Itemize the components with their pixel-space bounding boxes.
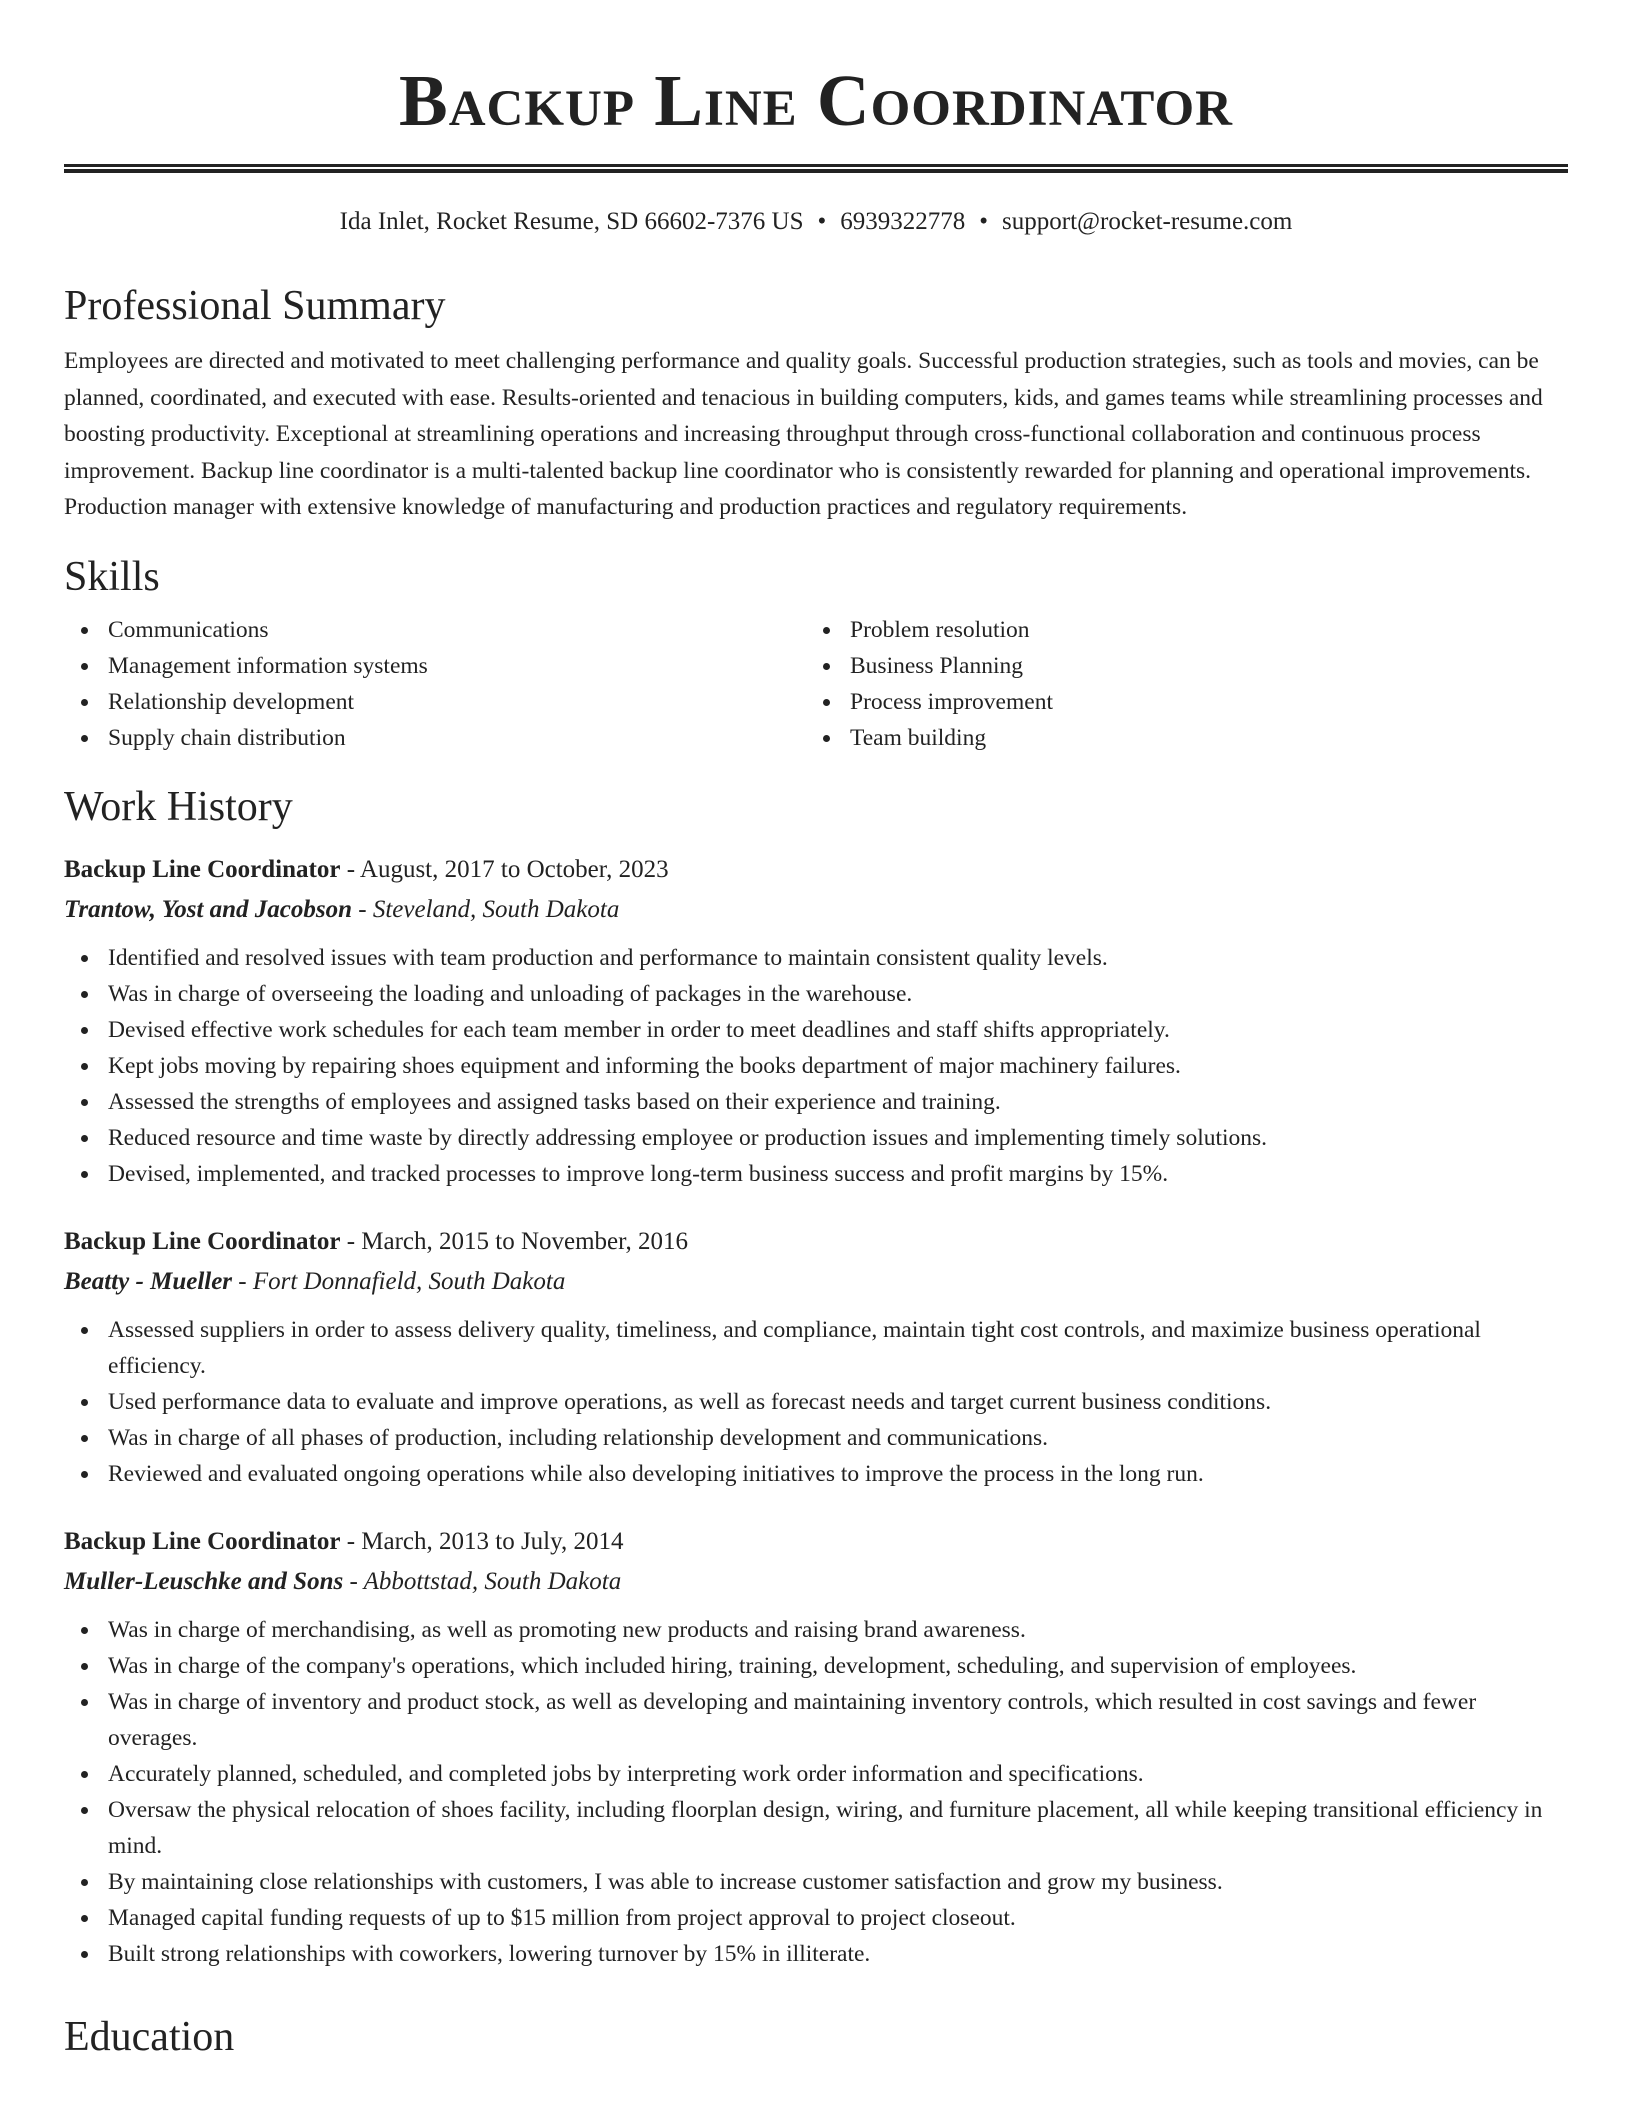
- summary-text: Employees are directed and motivated to meet challenging performance and quality goals. Successful production strategies, such as tools and movies, can be planned, coordinated, and executed with ease. Results-oriented and tenacious in building computers, kids, and games teams while streamlining processes and boosting productivity. Exceptional at streamlining operations and increasing throughput through cross-functional collaboration and continuous process improvement. Backup line coordinator is a multi-talented backup line coordinator who is consistently rewarded for planning and operational improvements. Production manager with extensive knowledge of manufacturing and production practices and regulatory requirements.: [64, 348, 1543, 520]
- job-dash: -: [340, 1227, 362, 1255]
- job-header: [64, 1222, 1568, 1262]
- job-employer-line: [64, 890, 1568, 930]
- skills-columns: [64, 612, 1568, 756]
- resume-title: Backup Line Coordinator: [399, 60, 1233, 141]
- job-company: Beatty - Mueller: [64, 1267, 233, 1295]
- job-duty: Oversaw the physical relocation of shoes facility, including floorplan design, wiring, and furniture placement, all while keeping transitional efficiency in mind.: [64, 1792, 1568, 1864]
- skill-item: Management information systems: [64, 648, 806, 684]
- job-title: Backup Line Coordinator: [64, 1227, 341, 1255]
- skills-heading: Skills: [64, 553, 160, 600]
- job-entry: [64, 850, 1568, 1192]
- work-history-heading: Work History: [64, 783, 293, 830]
- job-duty: Identified and resolved issues with team production and performance to maintain consistent quality levels.: [64, 940, 1568, 976]
- job-dash: -: [340, 855, 360, 883]
- job-duty: Was in charge of merchandising, as well as promoting new products and raising brand awareness.: [64, 1612, 1568, 1648]
- skills-left-list: [64, 612, 806, 756]
- job-duty: By maintaining close relationships with customers, I was able to increase customer satisfaction and grow my business.: [64, 1864, 1568, 1900]
- job-title: Backup Line Coordinator: [64, 855, 341, 883]
- job-duty: Used performance data to evaluate and improve operations, as well as forecast needs and target current business conditions.: [64, 1384, 1568, 1420]
- job-duty: Devised effective work schedules for each team member in order to meet deadlines and staff shifts appropriately.: [64, 1012, 1568, 1048]
- contact-address: Ida Inlet, Rocket Resume, SD 66602-7376 US: [339, 208, 804, 235]
- job-dates: August, 2017 to October, 2023: [359, 855, 669, 883]
- job-employer-line: [64, 1562, 1568, 1602]
- summary-heading: Professional Summary: [64, 283, 446, 329]
- skill-item: Supply chain distribution: [64, 720, 806, 756]
- job-employer-line: [64, 1262, 1568, 1302]
- job-duty: Was in charge of the company's operations, which included hiring, training, development, scheduling, and supervision of employees.: [64, 1648, 1568, 1684]
- job-location: Abbottstad, South Dakota: [363, 1567, 622, 1595]
- job-header: [64, 850, 1568, 890]
- job-duty: Devised, implemented, and tracked processes to improve long-term business success and profit margins by 15%.: [64, 1156, 1568, 1192]
- job-company: Trantow, Yost and Jacobson: [64, 895, 353, 923]
- job-duty: Reduced resource and time waste by directly addressing employee or production issues and implementing timely solutions.: [64, 1120, 1568, 1156]
- job-dates: March, 2013 to July, 2014: [361, 1527, 624, 1555]
- job-duty: Was in charge of inventory and product stock, as well as developing and maintaining inventory controls, which resulted in cost savings and fewer overages.: [64, 1684, 1568, 1756]
- job-dash: -: [352, 895, 373, 923]
- title-double-rule: [64, 164, 1568, 173]
- job-duty: Managed capital funding requests of up to $15 million from project approval to project closeout.: [64, 1900, 1568, 1936]
- job-title: Backup Line Coordinator: [64, 1527, 341, 1555]
- skill-item: Communications: [64, 612, 806, 648]
- job-dash: -: [232, 1267, 253, 1295]
- job-duty: Accurately planned, scheduled, and completed jobs by interpreting work order information and specifications.: [64, 1756, 1568, 1792]
- contact-separator: •: [979, 208, 989, 235]
- job-duties-list: [64, 1312, 1568, 1492]
- contact-phone: 6939322778: [840, 208, 966, 235]
- contact-line: [64, 207, 1568, 237]
- job-duty: Assessed suppliers in order to assess delivery quality, timeliness, and compliance, maintain tight cost controls, and maximize business operational efficiency.: [64, 1312, 1568, 1384]
- job-duty: Was in charge of overseeing the loading and unloading of packages in the warehouse.: [64, 976, 1568, 1012]
- job-duty: Assessed the strengths of employees and assigned tasks based on their experience and training.: [64, 1084, 1568, 1120]
- skill-item: Problem resolution: [806, 612, 1548, 648]
- job-company: Muller-Leuschke and Sons: [64, 1567, 344, 1595]
- job-header: [64, 1522, 1568, 1562]
- skill-item: Process improvement: [806, 684, 1548, 720]
- job-dates: March, 2015 to November, 2016: [361, 1227, 688, 1255]
- job-duties-list: [64, 940, 1568, 1192]
- job-duty: Was in charge of all phases of production, including relationship development and communications.: [64, 1420, 1568, 1456]
- resume-content: [64, 0, 1568, 2062]
- job-entry: [64, 1222, 1568, 1492]
- job-location: Fort Donnafield, South Dakota: [252, 1267, 566, 1295]
- contact-email: support@rocket-resume.com: [1002, 208, 1293, 235]
- skill-item: Team building: [806, 720, 1548, 756]
- job-duty: Reviewed and evaluated ongoing operations while also developing initiatives to improve the process in the long run.: [64, 1456, 1568, 1492]
- job-dash: -: [343, 1567, 364, 1595]
- job-duty: Built strong relationships with coworkers, lowering turnover by 15% in illiterate.: [64, 1936, 1568, 1972]
- skill-item: Relationship development: [64, 684, 806, 720]
- skill-item: Business Planning: [806, 648, 1548, 684]
- job-duty: Kept jobs moving by repairing shoes equipment and informing the books department of major machinery failures.: [64, 1048, 1568, 1084]
- job-dash: -: [340, 1527, 362, 1555]
- job-duties-list: [64, 1612, 1568, 1972]
- contact-separator: •: [817, 208, 827, 235]
- education-heading: Education: [64, 2013, 235, 2060]
- job-location: Steveland, South Dakota: [372, 895, 620, 923]
- skills-right-list: [806, 612, 1548, 756]
- job-entry: [64, 1522, 1568, 1972]
